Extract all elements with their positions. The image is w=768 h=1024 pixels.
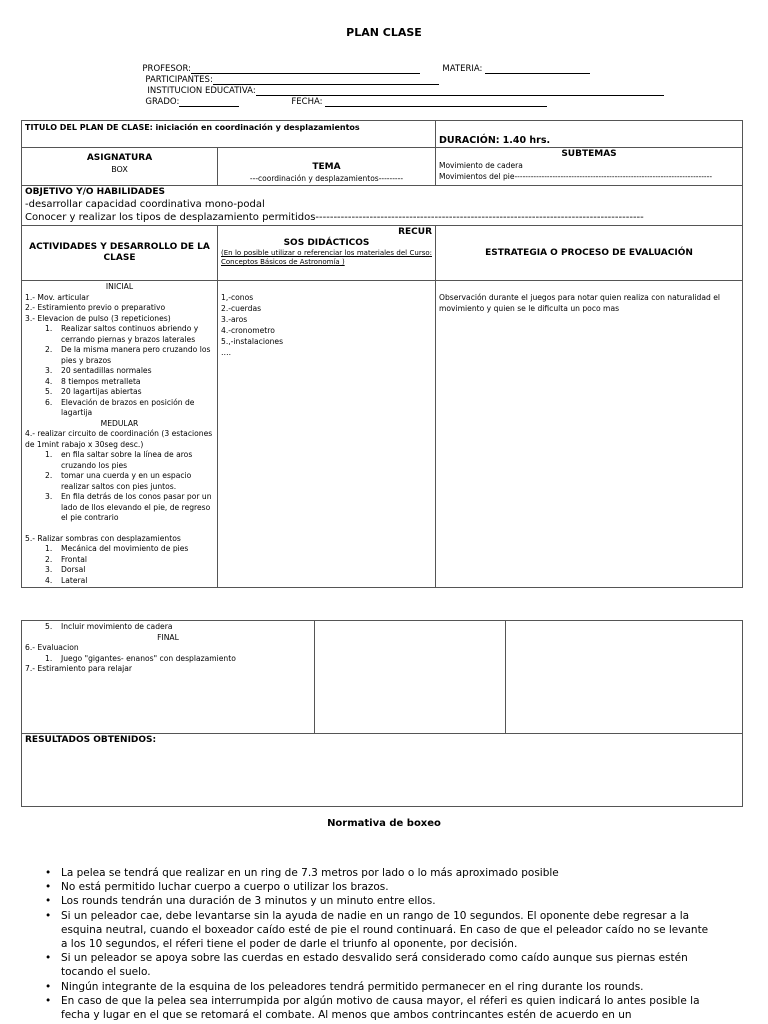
objetivo-2: Conocer y realizar los tipos de desplazamiento permitidos-------------------------------------------------------------------------------------------: [25, 212, 644, 223]
list-item: • Los rounds tendrán una duración de 3 minutos y un minuto entre ellos.: [45, 894, 715, 908]
actividades-header: ACTIVIDADES Y DESARROLLO DE LA CLASE: [22, 226, 218, 281]
list-item: 3. 20 sentadillas normales: [45, 366, 152, 375]
list-item: 1. Juego "gigantes- enanos" con desplazamiento: [45, 653, 236, 663]
act-4: 4.- realizar circuito de coordinación (3 estaciones de 1mint rabajo x 30seg desc.): [25, 429, 213, 449]
subtema-1: Movimiento de cadera: [439, 161, 523, 170]
recurso-2: 2.-cuerdas: [221, 304, 262, 313]
act3-list: [25, 324, 214, 419]
list-item: 5. Incluir movimiento de cadera: [45, 622, 173, 631]
asignatura-label: ASIGNATURA: [86, 153, 153, 163]
list-item: 1. en fila saltar sobre la línea de aros cruzando los pies: [45, 450, 193, 470]
list-item: 1. Realizar saltos continuos abriendo y cerrando piernas y brazos laterales: [45, 324, 199, 344]
list-item: 1. Mecánica del movimiento de pies: [45, 544, 189, 553]
plan-table: [21, 120, 743, 588]
tema-cell: [218, 148, 436, 186]
participantes-label: PARTICIPANTES:: [145, 75, 213, 85]
medular-label: MEDULAR: [100, 418, 139, 428]
act5-list: [25, 544, 214, 586]
recursos-note: (En lo posible utilizar o referenciar los materiales del Curso: Conceptos Básicos de Astronomía ): [221, 249, 432, 266]
list-item: 4. 8 tiempos metralleta: [45, 376, 141, 386]
recursos-header-cell: [218, 226, 436, 281]
recurso-6: ….: [221, 348, 232, 357]
recursos-header-1: RECUR: [398, 227, 432, 237]
recurso-5: 5.,-instalaciones: [221, 337, 284, 346]
act4-list: [25, 450, 214, 524]
duracion-cell: [436, 121, 743, 148]
fecha-row: [286, 87, 547, 107]
tema-value: ---coordinación y desplazamientos---------: [249, 174, 404, 183]
materia-row: [437, 54, 590, 74]
recursos-cont-cell: [315, 621, 506, 734]
materia-label: MATERIA:: [442, 64, 483, 74]
normativa-title: Normativa de boxeo: [327, 818, 441, 829]
recursos-cell: [218, 281, 436, 588]
objetivo-label: OBJETIVO Y/O HABILIDADES: [25, 187, 166, 197]
act-3: 3.- Elevacion de pulso (3 repeticiones): [25, 313, 171, 323]
recurso-4: 4.-cronometro: [221, 326, 275, 335]
estrategia-cont-cell: [506, 621, 743, 734]
act-5: 5.- Ralizar sombras con desplazamientos: [25, 533, 181, 543]
actividades-cell: [22, 281, 218, 588]
profesor-label: PROFESOR:: [142, 64, 191, 74]
normativa-list: [45, 866, 715, 1022]
titulo-value: iniciación en coordinación y desplazamientos: [155, 123, 360, 132]
list-item: • No está permitido luchar cuerpo a cuerpo o utilizar los brazos.: [45, 880, 715, 894]
recurso-1: 1,-conos: [221, 293, 254, 302]
list-item: • Si un peleador se apoya sobre las cuerdas en estado desvalido será considerado como caído aunque sus piernas estén tocando el suelo.: [45, 951, 715, 979]
grado-line: [179, 97, 239, 107]
tema-label: TEMA: [312, 162, 341, 172]
objetivo-cell: [22, 186, 743, 226]
list-item: • La pelea se tendrá que realizar en un ring de 7.3 metros por lado o lo más aproximado posible: [45, 866, 715, 880]
subtemas-cell: [436, 148, 743, 186]
resultados-cell: [22, 734, 743, 807]
materia-line: [485, 64, 590, 74]
list-item: 3. Dorsal: [45, 565, 86, 574]
subtema-2: Movimientos del pie-------------------------------------------------------------------------: [439, 172, 713, 181]
list-item: 6. Elevación de brazos en posición de lagartija: [45, 397, 195, 417]
list-item: 2. Frontal: [45, 554, 87, 564]
duracion-value: 1.40 hrs.: [502, 135, 551, 146]
titulo-cell: [22, 121, 436, 148]
actividades-cont-cell: [22, 621, 315, 734]
estrategia-cell: [436, 281, 743, 588]
fecha-line: [325, 97, 547, 107]
asignatura-value: BOX: [111, 165, 128, 174]
estrategia-header: ESTRATEGIA O PROCESO DE EVALUACIÓN: [436, 226, 743, 281]
list-item: • Ningún integrante de la esquina de los peleadores tendrá permitido permanecer en el ring durante los rounds.: [45, 980, 715, 994]
act-1: 1.- Mov. articular: [25, 292, 90, 302]
objetivo-1: -desarrollar capacidad coordinativa mono-podal: [25, 199, 265, 210]
recurso-3: 3.-aros: [221, 315, 248, 324]
plan-table-continued: [21, 620, 743, 807]
act5-cont-list: [25, 622, 311, 633]
list-item: 4. Lateral: [45, 575, 88, 585]
inicial-label: INICIAL: [105, 282, 134, 291]
list-item: • En caso de que la pelea sea interrumpida por algún motivo de causa mayor, el réferi es quien indicará lo antes posible la fecha y lugar en el que se retomará el combate. Al menos que ambos contrincantes estén de acuerdo en un: [45, 994, 715, 1022]
estrategia-text: Observación durante el juegos para notar quien realiza con naturalidad el movimiento y quien se le dificulta un poco mas: [439, 293, 721, 313]
subtemas-label: SUBTEMAS: [561, 149, 617, 159]
duracion-label: DURACIÓN:: [439, 135, 500, 146]
list-item: 5. 20 lagartijas abiertas: [45, 387, 142, 396]
final-label: FINAL: [157, 632, 179, 642]
institucion-label: INSTITUCION EDUCATIVA:: [147, 86, 256, 96]
fecha-label: FECHA:: [291, 97, 323, 107]
list-item: 2. De la misma manera pero cruzando los pies y brazos: [45, 345, 211, 365]
list-item: 3. En fila detrás de los conos pasar por un lado de llos elevando el pie, de regreso el pie contrario: [45, 492, 212, 522]
grado-label: GRADO:: [145, 97, 180, 107]
act-6: 6.- Evaluacion: [25, 643, 79, 652]
titulo-label: TITULO DEL PLAN DE CLASE:: [25, 123, 153, 132]
act-7: 7.- Estiramiento para relajar: [25, 664, 132, 673]
act6-list: [25, 654, 311, 665]
asignatura-cell: [22, 148, 218, 186]
grado-row: [140, 87, 239, 107]
list-item: • Si un peleador cae, debe levantarse sin la ayuda de nadie en un rango de 10 segundos. El oponente debe regresar a la esquina neutral, cuando el boxeador caído esté de pie el round continuará. En caso de que el peleador caído no se levante a los 10 segundos, el réferi tiene el poder de darle el triunfo al oponente, por decisión.: [45, 909, 715, 952]
act-2: 2.- Estiramiento previo o preparativo: [25, 303, 166, 312]
resultados-label: RESULTADOS OBTENIDOS:: [25, 735, 157, 745]
recursos-header-2: SOS DIDÁCTICOS: [283, 238, 370, 248]
list-item: 2. tomar una cuerda y en un espacio realizar saltos con pies juntos.: [45, 471, 192, 491]
page-title: PLAN CLASE: [346, 26, 422, 39]
